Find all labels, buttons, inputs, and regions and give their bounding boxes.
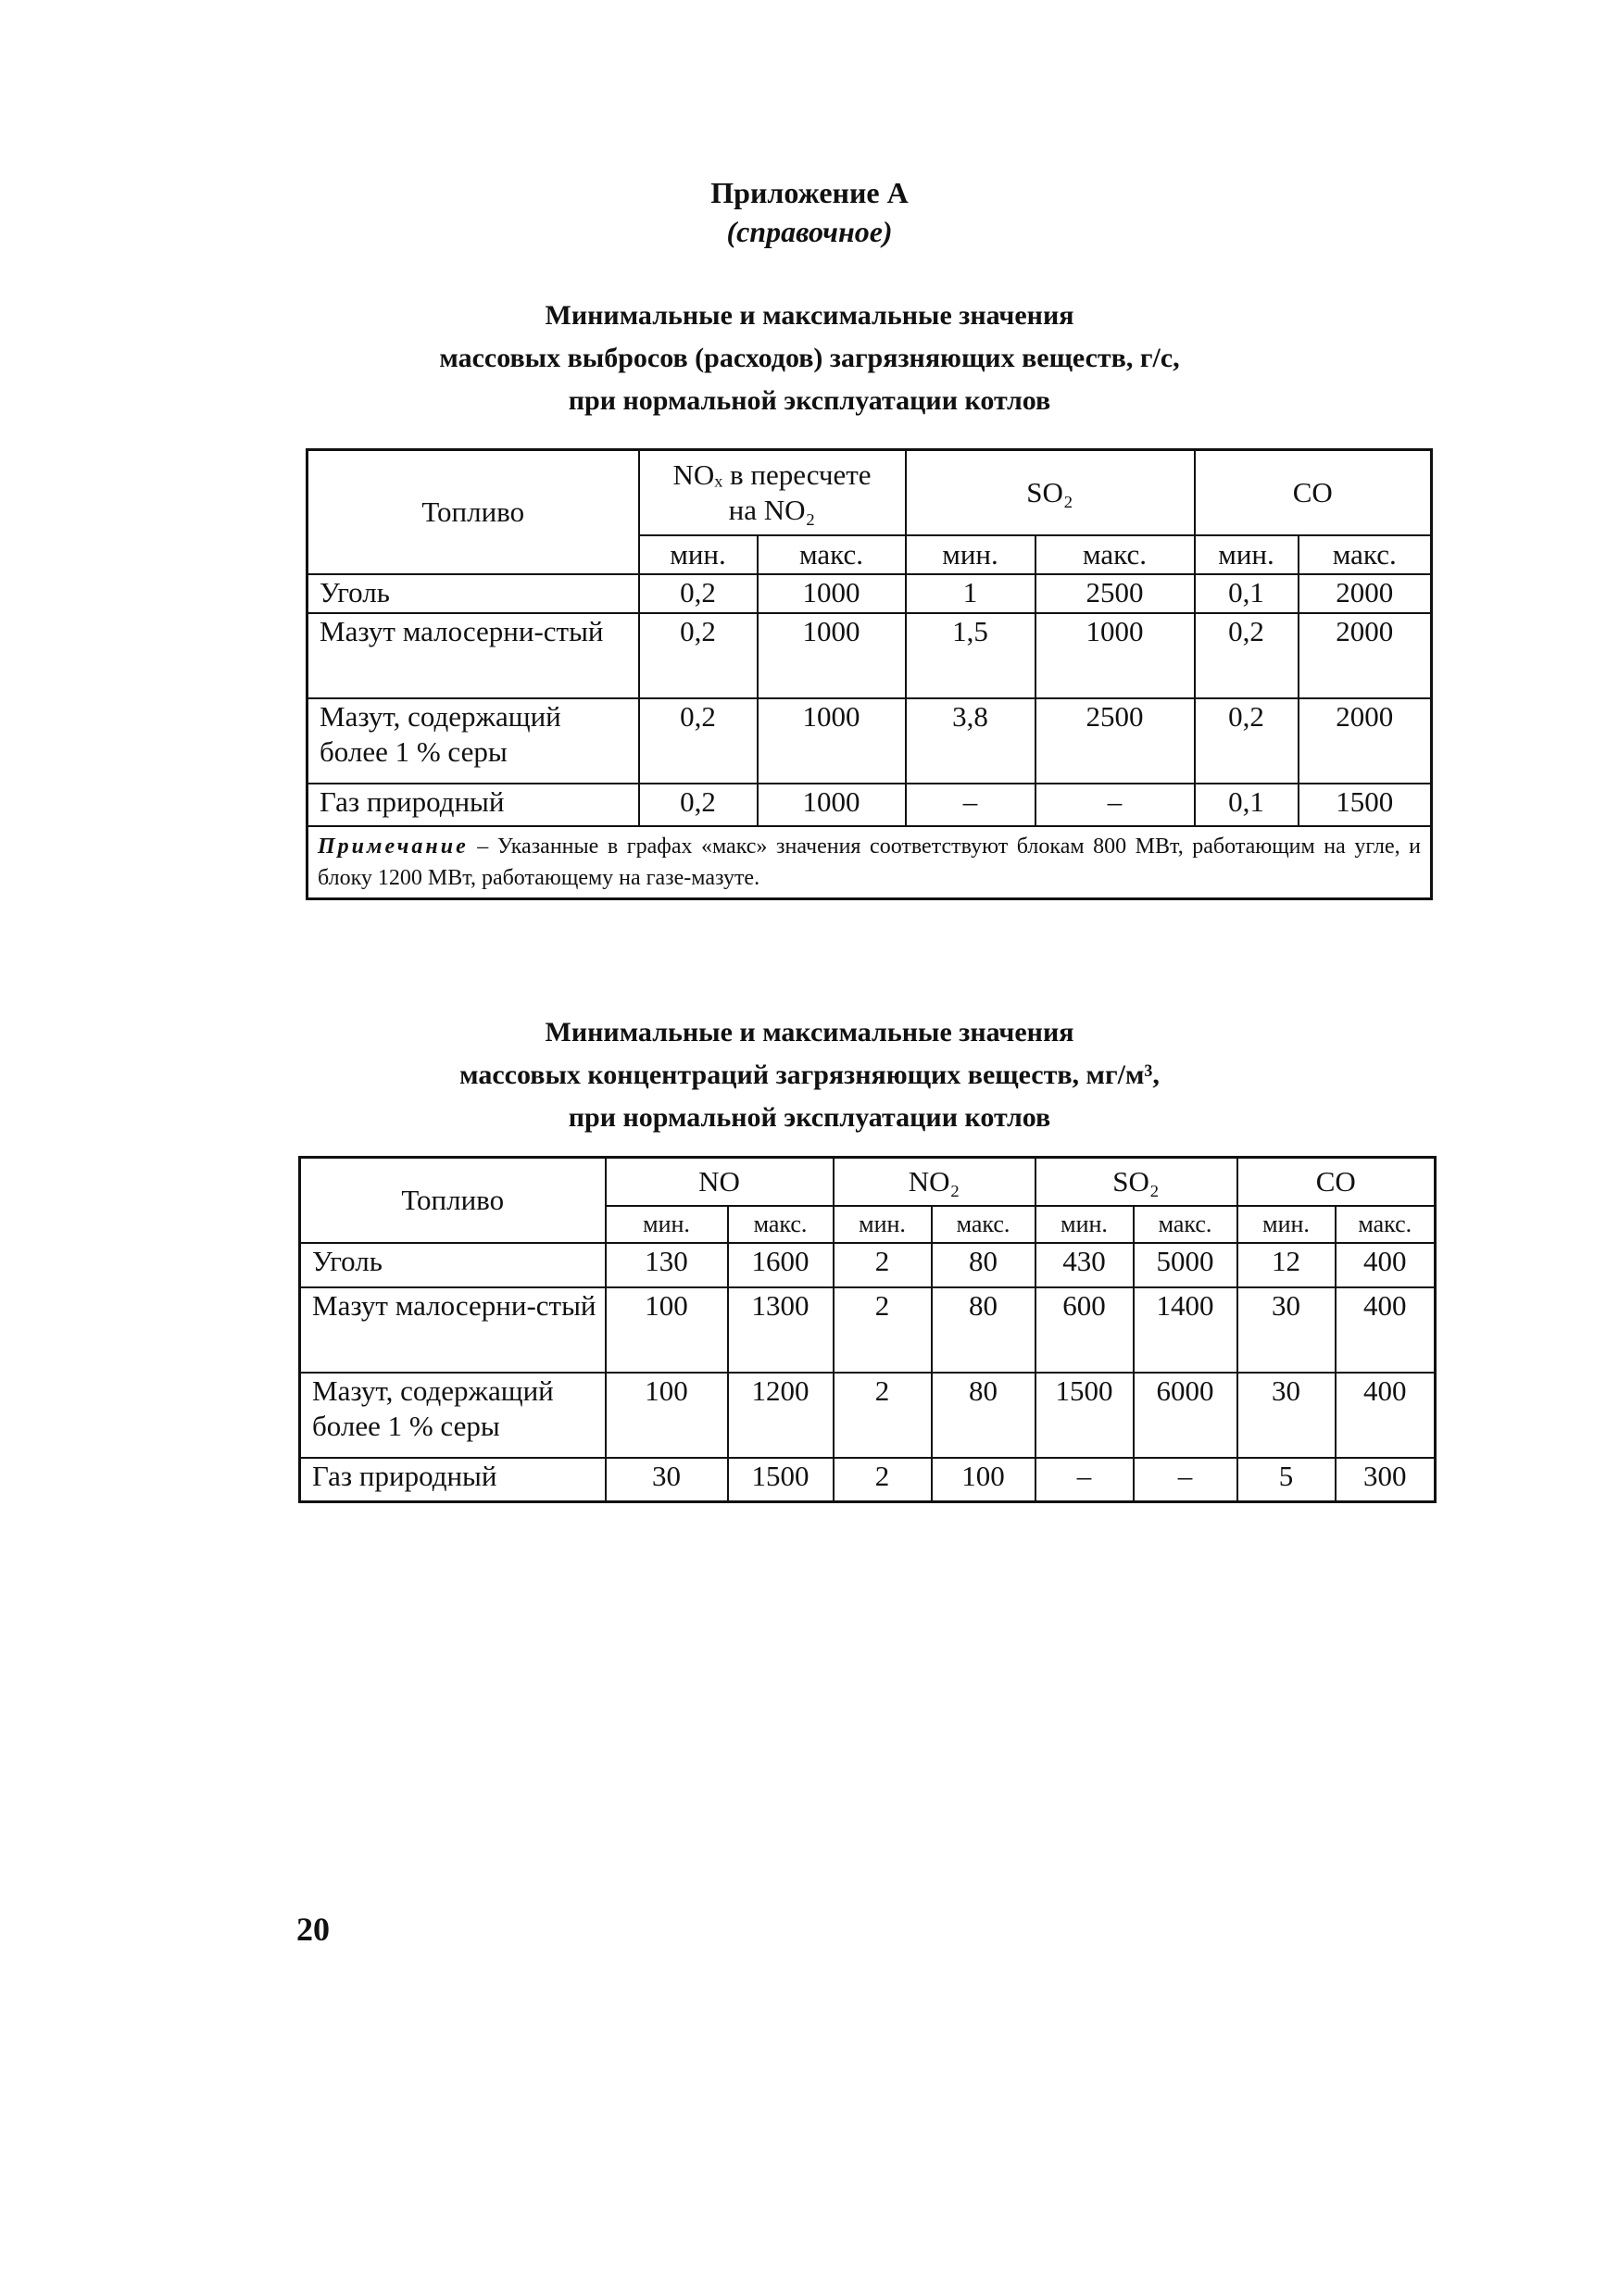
value-cell: 30: [1237, 1287, 1336, 1373]
value-cell: 100: [606, 1287, 728, 1373]
note-row: [307, 826, 1432, 899]
min-header: мин.: [834, 1206, 932, 1243]
value-cell: 1600: [728, 1243, 834, 1287]
nox-header-line: на NO₂: [728, 493, 816, 526]
no2-header: NO₂: [834, 1158, 1035, 1206]
table2-title-line: массовых концентраций загрязняющих веществ, мг/м³,: [459, 1060, 1160, 1090]
value-cell: 600: [1035, 1287, 1134, 1373]
fuel-cell: Мазут, содержащий более 1 % серы: [300, 1373, 606, 1458]
value-cell: –: [1035, 1458, 1134, 1502]
value-cell: 12: [1237, 1243, 1336, 1287]
fuel-cell: Уголь: [307, 574, 639, 613]
value-cell: 1000: [758, 574, 906, 613]
value-cell: 1: [906, 574, 1035, 613]
table-row: [307, 784, 1432, 826]
table-note: [307, 826, 1432, 899]
value-cell: 1500: [1035, 1373, 1134, 1458]
value-cell: 130: [606, 1243, 728, 1287]
value-cell: 0,2: [639, 574, 758, 613]
co-header: CO: [1195, 450, 1432, 535]
min-header: мин.: [1195, 535, 1299, 574]
value-cell: 1400: [1134, 1287, 1237, 1373]
max-header: макс.: [728, 1206, 834, 1243]
value-cell: –: [906, 784, 1035, 826]
no-header: NO: [606, 1158, 834, 1206]
max-header: макс.: [1035, 535, 1195, 574]
value-cell: 1000: [758, 784, 906, 826]
value-cell: 100: [606, 1373, 728, 1458]
value-cell: 80: [932, 1373, 1035, 1458]
annex-title: Приложение А: [710, 176, 909, 209]
table2-title-line: Минимальные и максимальные значения: [545, 1017, 1074, 1048]
value-cell: 80: [932, 1287, 1035, 1373]
max-header: макс.: [1134, 1206, 1237, 1243]
value-cell: 0,2: [1195, 613, 1299, 698]
value-cell: 0,1: [1195, 784, 1299, 826]
table-row: [300, 1243, 1436, 1287]
value-cell: 30: [1237, 1373, 1336, 1458]
value-cell: 5000: [1134, 1243, 1237, 1287]
value-cell: 1000: [758, 613, 906, 698]
value-cell: 6000: [1134, 1373, 1237, 1458]
fuel-cell: Газ природный: [300, 1458, 606, 1502]
value-cell: 1500: [1299, 784, 1432, 826]
value-cell: 5: [1237, 1458, 1336, 1502]
concentrations-table: [298, 1156, 1437, 1503]
min-header: мин.: [639, 535, 758, 574]
value-cell: 1500: [728, 1458, 834, 1502]
value-cell: 2000: [1299, 698, 1432, 784]
table-row: [300, 1373, 1436, 1458]
table1-title-line: Минимальные и максимальные значения: [545, 300, 1074, 331]
value-cell: –: [1035, 784, 1195, 826]
value-cell: 300: [1336, 1458, 1436, 1502]
value-cell: 100: [932, 1458, 1035, 1502]
table-row: [307, 574, 1432, 613]
value-cell: 2500: [1035, 574, 1195, 613]
value-cell: 2: [834, 1373, 932, 1458]
value-cell: 400: [1336, 1373, 1436, 1458]
table1-title: [0, 295, 1619, 422]
value-cell: 2: [834, 1458, 932, 1502]
fuel-cell: Мазут малосерни-стый: [307, 613, 639, 698]
fuel-cell: Уголь: [300, 1243, 606, 1287]
fuel-cell: Мазут, содержащий более 1 % серы: [307, 698, 639, 784]
table-row: [307, 613, 1432, 698]
value-cell: 400: [1336, 1287, 1436, 1373]
value-cell: 2000: [1299, 574, 1432, 613]
value-cell: 0,2: [1195, 698, 1299, 784]
value-cell: 2500: [1035, 698, 1195, 784]
page-number: 20: [296, 1911, 330, 1948]
value-cell: 1200: [728, 1373, 834, 1458]
value-cell: 3,8: [906, 698, 1035, 784]
value-cell: 0,2: [639, 613, 758, 698]
value-cell: 80: [932, 1243, 1035, 1287]
value-cell: 1000: [758, 698, 906, 784]
value-cell: 0,1: [1195, 574, 1299, 613]
value-cell: 2000: [1299, 613, 1432, 698]
annex-subtitle: (справочное): [726, 215, 893, 248]
table1-title-line: при нормальной эксплуатации котлов: [568, 385, 1051, 416]
nox-header-line: NOₓ в пересчете: [672, 458, 872, 491]
value-cell: 0,2: [639, 698, 758, 784]
table-row: [300, 1458, 1436, 1502]
max-header: макс.: [1336, 1206, 1436, 1243]
value-cell: 430: [1035, 1243, 1134, 1287]
value-cell: 1000: [1035, 613, 1195, 698]
note-text: – Указанные в графах «макс» значения соответствуют блокам 800 МВт, работающим на угле, и блоку 1200 МВт, работающему на газе-мазуте.: [318, 834, 1422, 890]
value-cell: 400: [1336, 1243, 1436, 1287]
value-cell: 1300: [728, 1287, 834, 1373]
value-cell: 2: [834, 1287, 932, 1373]
so2-header: SO₂: [1035, 1158, 1237, 1206]
so2-header: SO₂: [906, 450, 1195, 535]
value-cell: 30: [606, 1458, 728, 1502]
min-header: мин.: [1237, 1206, 1336, 1243]
min-header: мин.: [1035, 1206, 1134, 1243]
fuel-header: Топливо: [307, 450, 639, 574]
fuel-cell: Газ природный: [307, 784, 639, 826]
note-label: Примечание: [318, 834, 469, 859]
max-header: макс.: [1299, 535, 1432, 574]
table1-title-line: массовых выбросов (расходов) загрязняющих веществ, г/с,: [439, 343, 1180, 373]
table-row: [300, 1287, 1436, 1373]
value-cell: –: [1134, 1458, 1237, 1502]
fuel-cell: Мазут малосерни-стый: [300, 1287, 606, 1373]
value-cell: 1,5: [906, 613, 1035, 698]
co-header: CO: [1237, 1158, 1436, 1206]
max-header: макс.: [932, 1206, 1035, 1243]
max-header: макс.: [758, 535, 906, 574]
table2-title: [0, 1011, 1619, 1139]
table2-title-line: при нормальной эксплуатации котлов: [568, 1102, 1051, 1133]
table-row: [307, 698, 1432, 784]
nox-header: [639, 450, 906, 535]
fuel-header: Топливо: [300, 1158, 606, 1243]
min-header: мин.: [606, 1206, 728, 1243]
emissions-table: [306, 448, 1433, 900]
value-cell: 2: [834, 1243, 932, 1287]
min-header: мин.: [906, 535, 1035, 574]
value-cell: 0,2: [639, 784, 758, 826]
